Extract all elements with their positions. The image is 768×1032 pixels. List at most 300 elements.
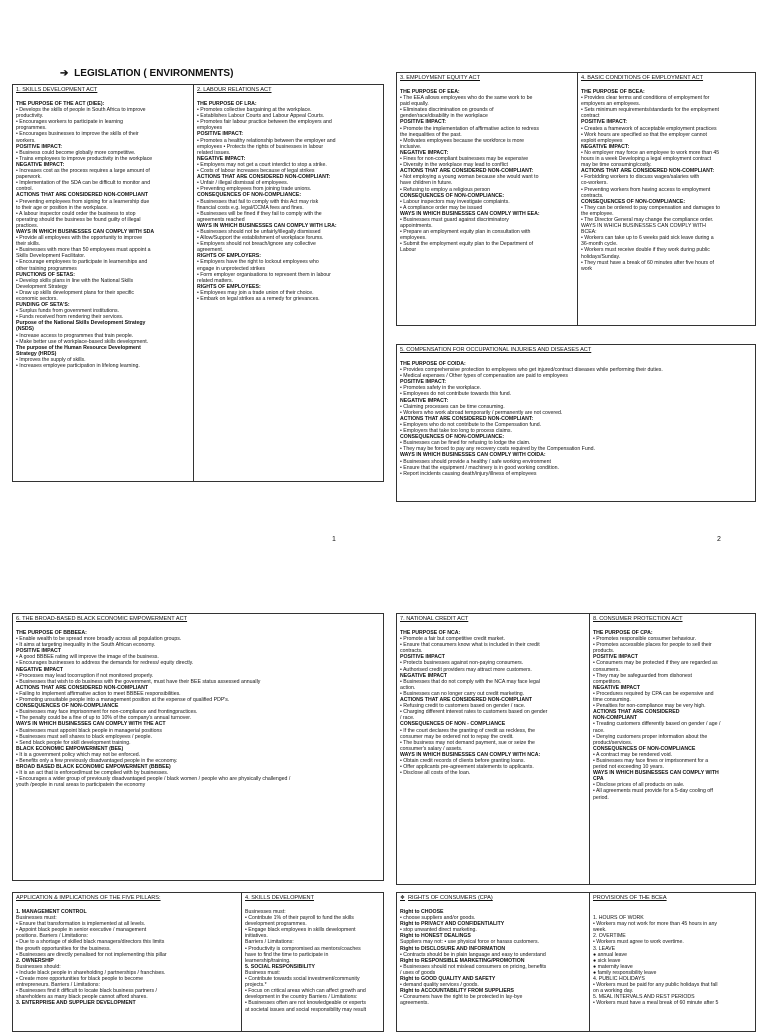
section-subheading: ACTIONS THAT ARE CONSIDERED NON-COMPLIANT (16, 192, 148, 199)
section-line: / uses of goods (400, 969, 436, 976)
section-line: financial costs e.g. legal/CCMA fees and fines. (197, 204, 304, 211)
section-line: • Businesses should not be unfairly/illegally dismissed (197, 228, 321, 235)
section-line: gender/race/disability in the workplace (400, 113, 488, 120)
section-title: 8. CONSUMER PROTECTION ACT (593, 616, 683, 622)
section-line: • Increases cost as the process requires a large amount of (16, 168, 150, 175)
section-line: • The Director General may change the compliance order. (581, 216, 714, 223)
section-line: • Workers may not work for more than 45 hours in any (593, 921, 717, 928)
section-line: • Employers who do not contribute to the Compensation fund. (400, 421, 542, 428)
section-line: development programmes. (245, 921, 307, 928)
pillars-table (12, 892, 384, 1032)
section-subheading: Purpose of the National Skills Development Strategy (16, 320, 146, 327)
section-subheading: THE PURPOSE OF CPA: (593, 630, 653, 636)
section-line: • It aims at targeting inequality in the South African economy. (16, 642, 156, 649)
section-line: • Charging different interest rates to customers based on gender (400, 709, 548, 716)
section-subheading: NEGATIVE IMPACT (593, 684, 641, 691)
section-title: PROVISIONS OF THE BCEA (593, 895, 667, 901)
section (397, 614, 589, 884)
section-line: • Draw up skills development plans for their specific (16, 289, 135, 296)
section-line: may be time consuming/costly. (581, 162, 652, 169)
section-line: 4. PUBLIC HOLIDAYS (593, 976, 645, 983)
section-subheading: THE PURPOSE OF COIDA: (400, 361, 466, 367)
section-line: • Implementation of the SDA can be difficult to monitor and (16, 180, 151, 187)
section-line: paid equally. (400, 101, 429, 108)
section-line: • Motivates employees because the workforce is more (400, 137, 525, 144)
section-line: • demand quality services / goods. (400, 982, 479, 989)
section-line: time consuming. (593, 697, 631, 704)
section-line: • Protects businesses against non-paying consumers. (400, 660, 524, 667)
section-line: initiatives. (245, 933, 268, 940)
section-line: employees • Protects the rights of businesses in labour (197, 143, 324, 150)
section-line: • Businesses should provide a healthy / safe working environment (400, 458, 551, 465)
section-line: control. (16, 186, 34, 193)
section-title: 3. EMPLOYMENT EQUITY ACT (400, 75, 480, 81)
section-line: • Form employer organisations to represent them in labour (197, 271, 331, 278)
section-line: • Businesses with more than 50 employees must appoint a (16, 247, 151, 254)
section-subheading: Right to HONEST DEALINGS (400, 933, 471, 940)
section-subheading: Right to RESPONSIBLE MARKETING/PROMOTION (400, 957, 525, 964)
section-line: • Procedures required by CPA can be expensive and (593, 690, 714, 697)
section-subheading: POSITIVE IMPACT: (400, 379, 447, 386)
section-line: Businesses should: (16, 963, 61, 970)
section-subheading: POSITIVE IMPACT: (197, 131, 244, 138)
sda-lra-table (12, 84, 384, 482)
section (589, 893, 755, 1031)
section-line: • Contribute towards social investment/community (245, 976, 360, 983)
section-line: • Fines for non-compliant businesses may be expensive (400, 156, 529, 163)
section-line: • Businesses that wish to do business with the government, must have their BEE status assessed annually (16, 678, 261, 685)
section-line: • Allow/Support the establishment of workplace forums. (197, 235, 324, 242)
section-subheading: THE PURPOSE OF EEA: (400, 89, 460, 95)
section-line: 3. LEAVE (593, 945, 616, 952)
section-line: contracts. (581, 192, 604, 199)
section-line: • Promotes collective bargaining at the workplace. (197, 107, 312, 114)
section-subheading: CPA (593, 776, 604, 783)
section-line: • Employers that take too long to process claims. (400, 428, 512, 435)
section-line: contracts. (400, 648, 423, 655)
section-line: have children in future. (400, 180, 453, 187)
section-line: have to find the time to participate in (245, 951, 329, 958)
section-line: 2. OVERTIME (593, 933, 626, 940)
section-line: agreements. (400, 1000, 429, 1007)
section-line: on a working day. (593, 988, 634, 995)
section-subheading: NEGATIVE IMPACT: (400, 397, 449, 404)
section-line: consumer may be ordered not to repay the credit. (400, 733, 514, 740)
section-line: • Workers must receive double if they work during public (581, 247, 710, 254)
section-line: • choose suppliers and/or goods. (400, 915, 476, 922)
section-title: APPLICATION & IMPLICATIONS OF THE FIVE PILLARS: (16, 895, 161, 901)
section-line: • Eliminates discrimination on grounds of (400, 107, 494, 114)
section-line: Suppliers may not: • use physical force or harass customers. (400, 939, 540, 946)
section-line: engage in unprotected strikes (197, 265, 266, 272)
section-subheading: CONSEQUENCES OF NON - COMPLIANCE (400, 721, 506, 728)
section-subheading: WAYS IN WHICH BUSINESSES CAN COMPLY WITH COIDA: (400, 452, 546, 459)
section-line: • Provides comprehensive protection to employees who get injured/contract diseases while performing their duties. (400, 367, 663, 374)
section-line: • Businesses must sell shares to black employees / people. (16, 733, 152, 740)
section-subheading: NEGATIVE IMPACT (400, 672, 448, 679)
section-line: • Sets minimum requirements/standards for the employment (581, 107, 719, 114)
section-line: • Increase access to programmes that train people. (16, 332, 134, 339)
section-line: • Diversity in the workplace may lead to conflict (400, 162, 508, 169)
section-line: • They may be safeguarded from dishonest (593, 672, 692, 679)
section-line: paperwork. (16, 174, 42, 181)
section-line: • It is a government policy which may not be enforced. (16, 751, 141, 758)
section-title: 4. SKILLS DEVELOPMENT (245, 895, 315, 901)
section-line: • Productivity is compromised as mentors/coaches (245, 945, 361, 952)
section-line: • They must have a break of 60 minutes after five hours of (581, 259, 714, 266)
section-line: • Promotes responsible consumer behaviour. (593, 636, 697, 643)
section-line: • Businesses will be fined if they fail to comply with the (197, 210, 322, 217)
section-line: productivity. (16, 113, 44, 120)
section (13, 614, 383, 880)
section-line: • Business could become globally more competitive. (16, 149, 136, 156)
section-line: entrepreneurs. Barriers / Limitations: (16, 982, 100, 989)
section-line: • The EEA allows employees who do the same work to be (400, 95, 533, 102)
section-line: • Disclose all costs of the loan. (400, 770, 471, 777)
section-subheading: ACTIONS THAT ARE CONSIDERED NON-COMPLIANT (400, 697, 532, 704)
page-heading (60, 68, 233, 79)
section-line: the employee. (581, 210, 614, 217)
section-line: • Send black people for skill development training. (16, 739, 131, 746)
section-line: • Businesses may face imprisonment for non-compliance and frontingpractices. (16, 709, 198, 716)
section-subheading: ACTIONS THAT ARE CONSIDERED NON-COMPLIANT: (581, 168, 715, 175)
section-line: • Creates a framework of acceptable employment practices (581, 125, 717, 132)
section-line: • Workers can take up to 6 weeks paid sick leave during a (581, 235, 714, 242)
section-subheading: BROAD BASED BLACK ECONOMIC EMPOWERMENT (BBBEE) (16, 764, 171, 771)
section-line: • Promoting unsuitable people into a management position at the expense of qualified PDP's. (16, 697, 230, 704)
section-line: positions. Barriers / Limitations: (16, 933, 89, 940)
section-subheading: POSITIVE IMPACT (16, 648, 61, 655)
section-subheading: RIGHTS OF EMPLOYERS: (197, 253, 261, 260)
section-subheading: Right to CHOOSE (400, 909, 444, 915)
section-line: • A labour inspector could order the business to stop (16, 210, 136, 217)
section-line: • Forbidding workers to discuss wages/salaries with (581, 174, 700, 181)
section-subheading: THE PURPOSE OF BCEA: (581, 89, 645, 95)
section-line: product/services. (593, 739, 633, 746)
section-subheading: THE PURPOSE OF THE ACT (DIEE): (16, 101, 105, 107)
section-line: development in the country Barriers / Limitations: (245, 994, 358, 1001)
section-line: • Promotes accessible places for people to sell their (593, 642, 712, 649)
section-line: contract (581, 113, 600, 120)
section-line: inclusive. (400, 143, 422, 150)
section-subheading: 3. ENTERPRISE AND SUPPLIER DEVELOPMENT (16, 1000, 136, 1007)
section-line: • Submit the employment equity plan to the Department of (400, 241, 534, 248)
section-line: • Denying customers proper information about the (593, 733, 708, 740)
section-line: at societal issues and social responsibility may result (245, 1006, 367, 1013)
section (193, 85, 383, 481)
section-line: • A good BBBEE rating will improve the image of the business. (16, 654, 159, 661)
section-line: projects.* (245, 982, 267, 989)
section-line: • Penalties for non-compliance may be very high. (593, 703, 706, 710)
section-line: • Businesses may face fines or imprisonment for a (593, 757, 709, 764)
section-subheading: 2. OWNERSHIP (16, 957, 54, 964)
section-line: period. (593, 794, 609, 801)
section-subheading: CONSEQUENCES OF NON-COMPLIANCE: (400, 192, 505, 199)
section (397, 893, 589, 1031)
section-line: • Create more opportunities for black people to become (16, 976, 143, 983)
section-line: • Businesses must guard against discriminatory (400, 216, 509, 223)
rights-provisions-table (396, 892, 756, 1032)
section-line: • Promotes fair labour practice between the employers and (197, 119, 332, 126)
section-line: • Encourages businesses to address the demands for redress/ equity directly. (16, 660, 194, 667)
section-line: Businesses must: (245, 909, 286, 915)
section-line: • Improves the supply of skills. (16, 356, 86, 363)
section-line: • Preventing employees from signing for a learnership due (16, 198, 150, 205)
section-line: 1. HOURS OF WORK (593, 915, 644, 922)
section-line: • Employers have the right to lockout employees who (197, 259, 319, 266)
section-subheading: POSITIVE IMPACT: (16, 143, 63, 150)
section-subheading: RIGHTS OF EMPLOYEES: (197, 283, 261, 290)
section-line: Labour (400, 247, 417, 254)
section-line: • Develops the skills of people in South Africa to improve (16, 107, 146, 114)
section-line: related issues. (197, 149, 231, 156)
section-line: other training programmes (16, 265, 77, 272)
diamond-bullet-icon: ❖ (400, 895, 406, 901)
section-line: • Employers may not get a court interdict to stop a strike. (197, 161, 327, 168)
section-title: 5. COMPENSATION FOR OCCUPATIONAL INJURIES AND DISEASES ACT (400, 347, 592, 353)
section-subheading: THE PURPOSE OF NCA: (400, 630, 461, 636)
section-subheading: FUNDING OF SETA'S: (16, 302, 70, 309)
section-line: • Businesses that fail to comply with this Act may risk (197, 198, 319, 205)
section-line: • Preventing workers from having access to employment (581, 186, 711, 193)
section-subheading: POSITIVE IMPACT: (581, 119, 628, 126)
section-line: • Encourages businesses to improve the skills of their (16, 131, 139, 138)
section-line: • Businesses that do not comply with the NCA may face legal (400, 678, 540, 685)
section-line: • Processes may lead tocorruption if not monitored properly. (16, 672, 154, 679)
section-line: their skills. (16, 241, 41, 248)
section-line: • Failing to implement affirmative action to meet BBBEE responsibilities. (16, 690, 181, 697)
section-subheading: CONSEQUENCES OF NON-COMPLIANCE: (581, 198, 686, 205)
bbbee-table (12, 613, 384, 881)
section-line: youth /people in rural areas to participatein the economy (16, 782, 146, 789)
section-line: • The business may not demand payment, sue or seize the (400, 739, 535, 746)
section-line: Development Strategy (16, 283, 68, 290)
section-line: • The penalty could be a fine of up to 10% of the company's annual turnover. (16, 715, 192, 722)
section-subheading: Right to DISCLOSURE AND INFORMATION (400, 945, 506, 952)
page-number-2: 2 (717, 536, 721, 543)
section-line: shareholders as many black people cannot afford shares. (16, 994, 148, 1001)
section-line: co-workers. (581, 180, 608, 187)
nca-cpa-table (396, 613, 756, 885)
section (589, 614, 755, 884)
section-line: economic sectors. (16, 296, 58, 302)
section-line: • Businesses can no longer carry out credit marketing. (400, 690, 525, 697)
section-subheading: BLACK ECONOMIC EMPOWERMENT (BEE) (16, 745, 124, 752)
section-line: consumer's salary / assets. (400, 745, 463, 752)
section-line: to their age or position in the workplace. (16, 204, 108, 211)
section-line: • Businesses are directly penalised for not implementing this pillar (16, 951, 167, 958)
section-subheading: ACTIONS THAT ARE CONSIDERED NON-COMPLIANT: (400, 415, 534, 422)
section-line: • Engage black employees in skills development (245, 927, 356, 934)
section-line: • Consumers have the right to be protected in lay-bye (400, 994, 523, 1001)
section-line: • stop unwanted direct marketing. (400, 927, 477, 934)
section-line: • Encourage employees to participate in learnerships and (16, 259, 148, 266)
section-line: • Promotes a healthy relationship between the employer and (197, 137, 336, 144)
section-line: • Ensure that the equipment / machinery is in good working condition. (400, 464, 559, 471)
section-line: practices. (16, 222, 39, 229)
section-line: • A compliance order may be issued (400, 204, 483, 211)
section-line: • Surplus funds from government institutions. (16, 308, 120, 315)
section-line: • Employees do not contribute towards this fund. (400, 391, 512, 398)
section-subheading: NEGATIVE IMPACT: (16, 161, 65, 168)
section-line: • Contracts should be in plain language and easy to understand (400, 951, 546, 958)
section-line: ● sick leave (593, 957, 621, 964)
section-line: • Promote a fair but competitive credit market. (400, 636, 506, 643)
section-line: • Contribute 1% of their payroll to fund the skills (245, 915, 354, 922)
section-line: • Businesses can be fined for refusing to lodge the claim. (400, 440, 531, 447)
section-line: Barriers / Limitations: (245, 939, 294, 946)
section-title (400, 895, 586, 902)
section-line: • If the court declares the granting of credit as reckless, the (400, 727, 536, 734)
section-line: related matters. (197, 277, 234, 284)
section-line: • Employers should not breach/ignore any collective (197, 241, 316, 248)
section-line: Businesses must: (16, 915, 57, 922)
section-line: • No employer may force an employee to work more than 45 (581, 149, 720, 156)
section-subheading: WAYS IN WHICH BUSINESSES CAN COMPLY WITH THE ACT (16, 721, 166, 728)
section-subheading: WAYS IN WHICH BUSINESSES CAN COMPLY WITH NCA: (400, 751, 541, 758)
section-line: • Preventing employees from joining trade unions. (197, 186, 312, 193)
section-subheading: ACTIONS THAT ARE CONSIDERED NON-COMPLIANT (16, 684, 148, 691)
section-line: • Refusing credit to customers based on gender / race. (400, 703, 526, 710)
section-line: ● maternity leave (593, 963, 633, 970)
section-line: / race. (400, 715, 415, 722)
section-line: • Benefits only a few previously disadvantaged people in the economy. (16, 757, 178, 764)
section-line: • They can be ordered to pay compensation and damages to (581, 204, 720, 211)
section-line: • Businesses should not mislead consumers on pricing, benefits (400, 963, 547, 970)
section-line: • Ensure that transformation is implemented at all levels. (16, 921, 146, 928)
section-line: • Encourages workers to participate in learning (16, 119, 124, 126)
section-title: 2. LABOUR RELATIONS ACT (197, 87, 272, 93)
section (13, 893, 241, 1031)
section-line: • Embark on legal strikes as a remedy for grievances. (197, 296, 320, 302)
section-subheading: Strategy (HRDS) (16, 350, 57, 357)
section-line: • Medical expenses / Other types of compensation are paid to employees (400, 373, 568, 380)
section-line: • Provide all employees with the opportunity to improve (16, 235, 143, 242)
section-line: learnership/training. (245, 957, 291, 964)
section-line: Business must: (245, 969, 281, 976)
section (397, 345, 755, 501)
section-line: the inequalities of the past. (400, 131, 462, 138)
section-subheading: THE PURPOSE OF BBBEEA: (16, 630, 87, 636)
section-subheading: POSITIVE IMPACT (400, 654, 445, 661)
section-line: • All agreements must provide for a 5-day cooling off (593, 788, 713, 795)
section-line: • Offer applicants pre-agreement statements to applicants. (400, 764, 534, 771)
section-line: • Appoint black people in senior executive / management (16, 927, 147, 934)
section-line: • Workers who work abroad temporarily / permanently are not covered. (400, 409, 563, 416)
section-line: • Trains employees to improve productivity in the workplace (16, 155, 153, 162)
section-line: • Workers must be paid for any public holidays that fall (593, 982, 718, 989)
section-subheading: ACTIONS THAT ARE CONSIDERED (593, 709, 680, 716)
section-subheading: ACTIONS THAT ARE CONSIDERED NON-COMPLIANT: (400, 168, 534, 175)
section-line: • Claiming processes can be time consuming. (400, 403, 505, 410)
section-subheading: Right to PRIVACY AND CONFIDENTIALITY (400, 921, 505, 928)
section (241, 893, 383, 1031)
section-line: employees. (400, 235, 427, 242)
section-line: • A contract may be rendered void. (593, 751, 673, 758)
section-line: • Provides clear terms and conditions of employment for (581, 95, 710, 102)
section-subheading: Right to GOOD QUALITY AND SAFETY (400, 976, 496, 983)
section-subheading: 5. SOCIAL RESPONSIBILITY (245, 963, 315, 970)
section-line: • Ensure that consumers know what is included in their credit (400, 642, 540, 649)
page-heading-text: LEGISLATION ( ENVIRONMENTS) (74, 68, 234, 79)
section-line: • Increases employee participation in lifelong learning. (16, 363, 140, 370)
section-subheading: POSITIVE IMPACT (593, 654, 638, 661)
section-line: • Authorised credit providers may attract more customers. (400, 666, 532, 673)
section (397, 73, 577, 325)
section-subheading: CONSEQUENCES OF NON-COMPLIANCE (593, 745, 696, 752)
section-subheading: NEGATIVE IMPACT: (581, 143, 630, 150)
section-line: Skills Development Facilitator. (16, 253, 86, 260)
section-line: • Include black people in shareholding / partnerships / franchises. (16, 969, 166, 976)
section-line: consumers. (593, 666, 620, 673)
section-title: 1. SKILLS DEVELOPMENT ACT (16, 87, 98, 93)
section-line: employers an employees. (581, 101, 641, 108)
section-line: week. (593, 927, 607, 934)
section-line: • Consumers may be protected if they are regarded as (593, 660, 718, 667)
section-line: competitors. (593, 678, 622, 685)
section-line: • Labour inspectors may investigate complaints. (400, 198, 510, 205)
section-line: • Develop skills plans in line with the National Skills (16, 277, 134, 284)
section-line: holidays/Sunday. (581, 253, 621, 260)
section-line: • Businesses must appoint black people in managerial positions (16, 727, 162, 734)
section-line: exploit employees (581, 137, 623, 144)
section-line: ● annual leave (593, 951, 627, 958)
section-subheading: CONSEQUENCES OF NON-COMPLIANCE (16, 703, 119, 710)
section-subheading: CONSEQUENCES OF NON-COMPLIANCE: (400, 434, 505, 441)
section-line: • Prepare an employment equity plan in consultation with (400, 229, 531, 236)
section-line: period not exceeding 10 years. (593, 764, 664, 771)
section-subheading: The purpose of the Human Resource Development (16, 344, 141, 351)
eea-bcea-table (396, 72, 756, 326)
section-line: action. (400, 684, 416, 691)
section-line: agreements reached (197, 216, 245, 223)
section-line: programmes. (16, 125, 47, 132)
section-line: • Due to a shortage of skilled black managers/directors this limits (16, 939, 165, 946)
section-line: • Disclose prices of all products on sale. (593, 782, 685, 789)
section-line: • Promote the implementation of affirmative action to redress (400, 125, 539, 132)
section-title: 6. THE BROAD-BASED BLACK ECONOMIC EMPOWERMENT ACT (16, 616, 188, 622)
section-line: • Focus on critical areas which can affect growth and (245, 988, 366, 995)
section-line: workers. (16, 137, 36, 144)
section-line: • Not employing a young woman because she would want to (400, 174, 539, 181)
section (577, 73, 755, 325)
section-line: • Businesses find it difficult to locate black business partners / (16, 988, 157, 995)
section-line: • Workers must have a meal break of 60 minute after 5 (593, 1000, 719, 1007)
page-number-1: 1 (332, 536, 336, 543)
section-line: • Work hours are specified so that the employer cannot (581, 131, 707, 138)
section-line: employees (197, 125, 223, 132)
section-line: • Refusing to employ a religious person (400, 186, 491, 193)
section-line: 36-month cycle. (581, 241, 618, 248)
section-subheading: (NSDS) (16, 326, 34, 333)
section-subheading: THE PURPOSE OF LRA: (197, 101, 257, 107)
section-line: • Make better use of workplace-based skills development. (16, 338, 149, 345)
section-line: • Businesses often are not knowledgeable or experts (245, 1000, 366, 1007)
section-subheading: CONSEQUENCES OF NON-COMPLIANCE: (197, 192, 302, 199)
section-subheading: NEGATIVE IMPACT: (197, 155, 246, 162)
section-line: WAYS IN WHICH BUSINESSES CAN COMPLY WITH (581, 223, 706, 230)
section-line: operating should the business be found guilty of illegal (16, 216, 141, 223)
section-line: products. (593, 648, 615, 655)
coida-table (396, 344, 756, 502)
section-subheading: 1. MANAGEMENT CONTROL (16, 909, 87, 915)
section-line: • They may be forced to pay any recovery costs required by the Compensation Fund. (400, 446, 595, 453)
section-line: hours in a week Developing a legal employment contract (581, 156, 712, 163)
section-title: 7. NATIONAL CREDIT ACT (400, 616, 469, 622)
section-line: • Enable wealth to be spread more broadly across all population groups. (16, 636, 182, 643)
section-subheading: NEGATIVE IMPACT (16, 666, 64, 673)
section-line: • Workers must agree to work overtime. (593, 939, 684, 946)
